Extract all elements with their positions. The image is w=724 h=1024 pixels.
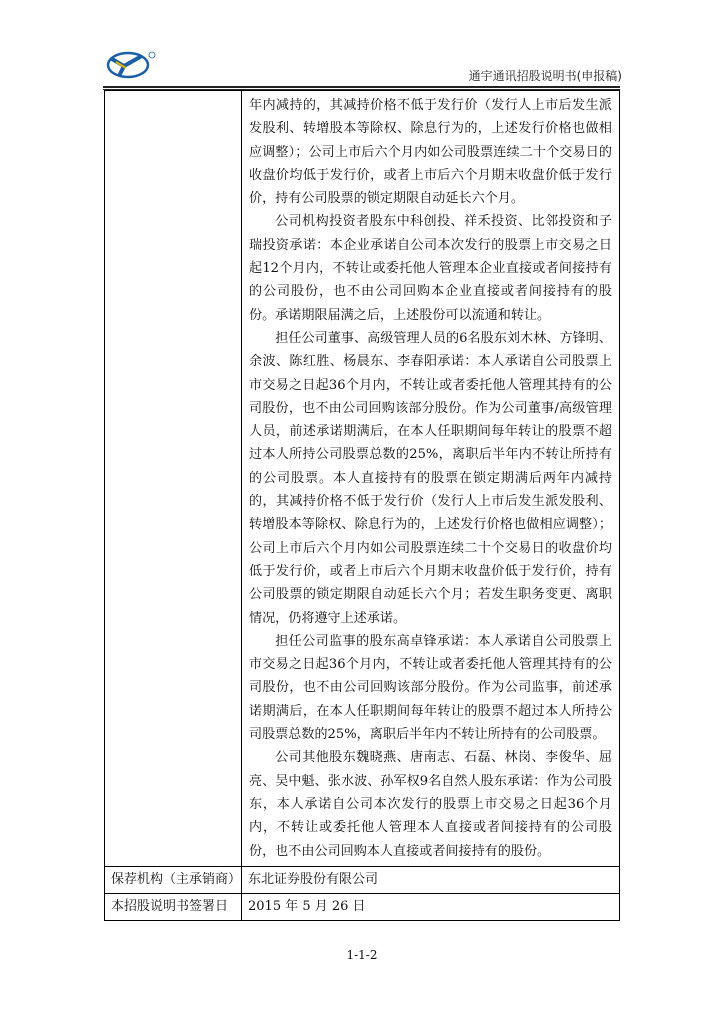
signing-date-row <box>105 893 620 920</box>
commitment-text-cell <box>242 91 620 867</box>
info-table <box>104 90 620 921</box>
sponsor-value: 东北证券股份有限公司 <box>242 866 620 893</box>
empty-label-cell <box>105 91 242 867</box>
company-logo <box>106 50 158 80</box>
document-header-title: 通宇通讯招股说明书(申报稿) <box>468 69 622 83</box>
logo-graphic <box>106 50 158 80</box>
commitment-row <box>105 91 620 867</box>
paragraph: 公司其他股东魏晓燕、唐南志、石磊、林岗、李俊华、屈亮、吴中魁、张水波、孙军权9名自然人股东承诺：作为公司股东，本人承诺自公司本次发行的股票上市交易之日起36个月内，不转让或委托他人管理本人直接或者间接持有的公司股份，也不由公司回购本人直接或者间接持有的股份。 <box>249 750 612 859</box>
sponsor-row <box>105 866 620 893</box>
paragraph: 担任公司董事、高级管理人员的6名股东刘木林、方锋明、余波、陈红胜、杨晨东、李春阳承诺：本人承诺自公司股票上市交易之日起36个月内，不转让或者委托他人管理其持有的公司股份，也不由公司回购该部分股份。作为公司董事/高级管理人员，前述承诺期满后，在本人任职期间每年转让的股票不超过本人所持公司股票总数的25%，离职后半年内不转让所持有的公司股票。本人直接持有的股票在锁定期满后两年内减持的，其减持价格不低于发行价（发行人上市后发生派发股利、转增股本等除权、除息行为的，上述发行价格也做相应调整）；公司上市后六个月内如公司股票连续二十个交易日的收盘价均低于发行价，或者上市后六个月期末收盘价低于发行价，持有公司股票的锁定期限自动延长六个月；若发生职务变更、离职情况，仍将遵守上述承诺。 <box>249 330 612 626</box>
page-number: 1-1-2 <box>346 948 378 962</box>
signing-date-label: 本招股说明书签署日 <box>105 893 242 920</box>
paragraph: 公司机构投资者股东中科创投、祥禾投资、比邻投资和子瑞投资承诺：本企业承诺自公司本次发行的股票上市交易之日起12个月内，不转让或委托他人管理本企业直接或者间接持有的公司股份，也不由公司回购本企业直接或者间接持有的股份。承诺期限届满之后，上述股份可以流通和转让。 <box>249 214 612 323</box>
paragraph: 年内减持的，其减持价格不低于发行价（发行人上市后发生派发股利、转增股本等除权、除息行为的，上述发行价格也做相应调整）；公司上市后六个月内如公司股票连续二十个交易日的收盘价均低于发行价，或者上市后六个月期末收盘价低于发行价，持有公司股票的锁定期限自动延长六个月。 <box>249 98 612 207</box>
signing-date-value: 2015 年 5 月 26 日 <box>242 893 620 920</box>
paragraph: 担任公司监事的股东高卓锋承诺：本人承诺自公司股票上市交易之日起36个月内，不转让或者委托他人管理其持有的公司股份，也不由公司回购该部分股份。作为公司监事，前述承诺期满后，在本人任职期间每年转让的股票不超过本人所持公司股票总数的25%，离职后半年内不转让所持有的公司股票。 <box>249 633 612 743</box>
sponsor-label: 保荐机构（主承销商） <box>105 866 242 893</box>
